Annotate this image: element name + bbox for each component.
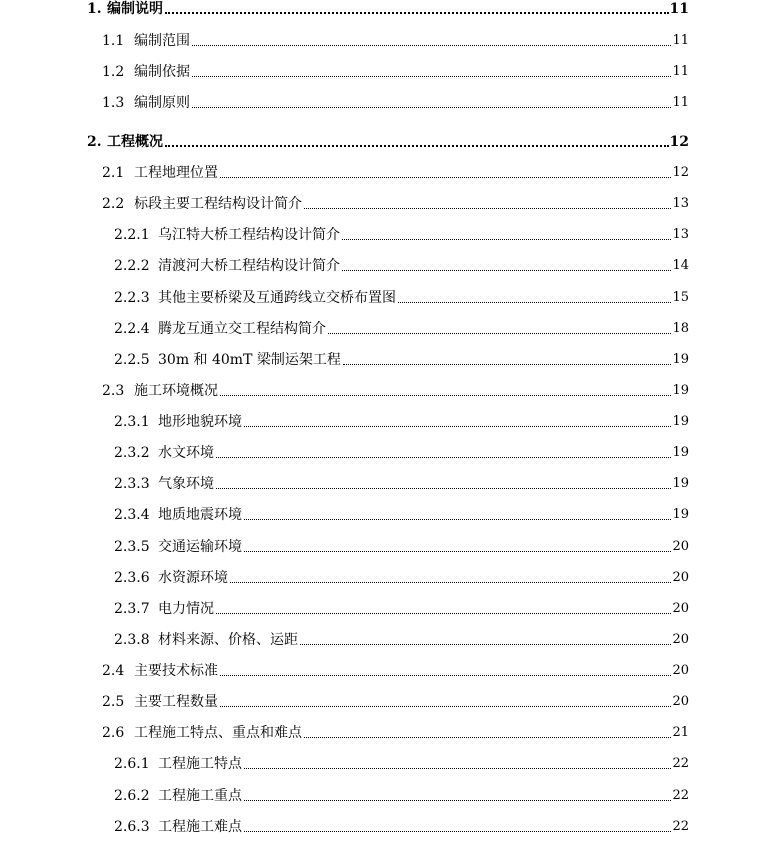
toc-entry[interactable] — [114, 783, 689, 805]
toc-page-number: 20 — [672, 632, 689, 647]
toc-title: 编制说明 — [107, 1, 163, 17]
dot-leader — [244, 551, 671, 552]
dot-leader — [192, 76, 671, 77]
toc-number: 2.6.2 — [114, 788, 150, 804]
toc-number: 2.6.3 — [114, 819, 150, 835]
toc-number: 2.2 — [102, 196, 125, 212]
toc-entry[interactable] — [114, 502, 689, 524]
toc-number: 2.3.3 — [114, 476, 150, 492]
toc-entry[interactable] — [102, 191, 689, 213]
toc-page-number: 11 — [672, 64, 689, 79]
dot-leader — [220, 675, 671, 676]
toc-page-number: 20 — [672, 570, 689, 585]
toc-page-number: 19 — [672, 476, 689, 491]
dot-leader — [304, 737, 671, 738]
dot-leader — [300, 644, 671, 645]
toc-number: 1.3 — [102, 95, 125, 111]
dot-leader — [216, 457, 671, 458]
toc-page-number: 19 — [672, 352, 689, 367]
toc-entry[interactable] — [114, 347, 689, 369]
toc-title: 电力情况 — [158, 601, 214, 617]
dot-leader — [165, 12, 669, 14]
toc-title: 编制依据 — [134, 64, 190, 80]
toc-entry[interactable] — [114, 471, 689, 493]
toc-number: 2.3.4 — [114, 507, 150, 523]
toc-entry[interactable] — [114, 596, 689, 618]
dot-leader — [220, 395, 671, 396]
toc-title: 地形地貌环境 — [158, 414, 242, 430]
toc-page-number: 20 — [672, 539, 689, 554]
toc-number: 2.3.8 — [114, 632, 150, 648]
dot-leader — [342, 270, 671, 271]
dot-leader — [244, 831, 671, 832]
toc-entry[interactable] — [114, 316, 689, 338]
dot-leader — [342, 239, 671, 240]
dot-leader — [304, 208, 671, 209]
toc-entry[interactable] — [87, 0, 689, 18]
toc-entry[interactable] — [87, 129, 689, 151]
toc-entry[interactable] — [102, 689, 689, 711]
toc-title: 乌江特大桥工程结构设计简介 — [158, 227, 340, 243]
toc-title: 编制原则 — [134, 95, 190, 111]
toc-page-number: 15 — [672, 290, 689, 305]
toc-entry[interactable] — [114, 253, 689, 275]
toc-number: 2.3 — [102, 383, 125, 399]
toc-number: 2. — [87, 134, 102, 150]
toc-number: 1.1 — [102, 33, 125, 49]
toc-title: 材料来源、价格、运距 — [158, 632, 298, 648]
toc-page-number: 18 — [672, 321, 689, 336]
toc-title: 工程施工难点 — [158, 819, 242, 835]
toc-title: 主要工程数量 — [134, 694, 218, 710]
toc-number: 1.2 — [102, 64, 125, 80]
toc-page-number: 11 — [669, 1, 689, 17]
dot-leader — [220, 706, 671, 707]
toc-title: 水文环境 — [158, 445, 214, 461]
toc-title: 工程地理位置 — [134, 165, 218, 181]
toc-entry[interactable] — [114, 627, 689, 649]
toc-number: 2.3.2 — [114, 445, 150, 461]
dot-leader — [244, 426, 671, 427]
dot-leader — [244, 800, 671, 801]
toc-title: 水资源环境 — [158, 570, 228, 586]
toc-title: 其他主要桥梁及互通跨线立交桥布置图 — [158, 290, 396, 306]
dot-leader — [220, 177, 671, 178]
toc-number: 2.6 — [102, 725, 125, 741]
toc-page-number: 20 — [672, 601, 689, 616]
toc-entry[interactable] — [114, 222, 689, 244]
toc-page-number: 19 — [672, 445, 689, 460]
toc-entry[interactable] — [102, 720, 689, 742]
toc-title: 工程施工特点、重点和难点 — [134, 725, 302, 741]
toc-number: 2.2.3 — [114, 290, 150, 306]
toc-page-number: 11 — [672, 95, 689, 110]
dot-leader — [230, 582, 671, 583]
dot-leader — [216, 488, 671, 489]
toc-page-number: 22 — [672, 788, 689, 803]
toc-title: 腾龙互通立交工程结构简介 — [158, 321, 326, 337]
dot-leader — [328, 333, 671, 334]
toc-entry[interactable] — [102, 160, 689, 182]
toc-number: 2.6.1 — [114, 756, 150, 772]
toc-title: 30m 和 40mT 梁制运架工程 — [158, 352, 341, 368]
toc-number: 2.4 — [102, 663, 125, 679]
toc-entry[interactable] — [114, 285, 689, 307]
toc-title: 工程施工重点 — [158, 788, 242, 804]
toc-entry[interactable] — [102, 378, 689, 400]
toc-title: 气象环境 — [158, 476, 214, 492]
toc-entry[interactable] — [114, 565, 689, 587]
dot-leader — [398, 302, 671, 303]
toc-title: 编制范围 — [134, 33, 190, 49]
toc-number: 2.2.4 — [114, 321, 150, 337]
dot-leader — [192, 45, 671, 46]
toc-number: 2.3.7 — [114, 601, 150, 617]
toc-number: 2.1 — [102, 165, 125, 181]
toc-page-number: 13 — [672, 196, 689, 211]
toc-title: 工程施工特点 — [158, 756, 242, 772]
dot-leader — [343, 364, 672, 365]
toc-page-number: 12 — [672, 165, 689, 180]
toc-number: 2.2.1 — [114, 227, 150, 243]
toc-page-number: 12 — [669, 134, 689, 150]
dot-leader — [165, 145, 669, 147]
toc-title: 标段主要工程结构设计简介 — [134, 196, 302, 212]
dot-leader — [244, 768, 671, 769]
toc-page-number: 20 — [672, 694, 689, 709]
dot-leader — [244, 519, 671, 520]
toc-title: 施工环境概况 — [134, 383, 218, 399]
toc-title: 地质地震环境 — [158, 507, 242, 523]
toc-title: 交通运输环境 — [158, 539, 242, 555]
toc-entry[interactable] — [102, 658, 689, 680]
toc-entry[interactable] — [114, 409, 689, 431]
toc-title: 工程概况 — [107, 134, 163, 150]
toc-entry[interactable] — [114, 534, 689, 556]
toc-entry[interactable] — [102, 28, 689, 50]
toc-page-number: 19 — [672, 414, 689, 429]
toc-number: 2.3.6 — [114, 570, 150, 586]
toc-number: 1. — [87, 1, 102, 17]
toc-entry[interactable] — [102, 90, 689, 112]
dot-leader — [192, 107, 671, 108]
dot-leader — [216, 613, 671, 614]
toc-page-number: 19 — [672, 507, 689, 522]
toc-title: 主要技术标准 — [134, 663, 218, 679]
toc-number: 2.3.1 — [114, 414, 150, 430]
toc-page-number: 14 — [672, 258, 689, 273]
toc-page-number: 22 — [672, 756, 689, 771]
toc-number: 2.2.2 — [114, 258, 150, 274]
toc-number: 2.2.5 — [114, 352, 150, 368]
toc-page-number: 21 — [672, 725, 689, 740]
toc-entry[interactable] — [102, 59, 689, 81]
toc-entry[interactable] — [114, 751, 689, 773]
toc-page-number: 11 — [672, 33, 689, 48]
toc-page-number: 13 — [672, 227, 689, 242]
toc-number: 2.3.5 — [114, 539, 150, 555]
toc-page-number: 19 — [672, 383, 689, 398]
toc-title: 清渡河大桥工程结构设计简介 — [158, 258, 340, 274]
toc-page-number: 22 — [672, 819, 689, 834]
toc-number: 2.5 — [102, 694, 125, 710]
toc-entry[interactable] — [114, 814, 689, 836]
toc-entry[interactable] — [114, 440, 689, 462]
toc-page-number: 20 — [672, 663, 689, 678]
